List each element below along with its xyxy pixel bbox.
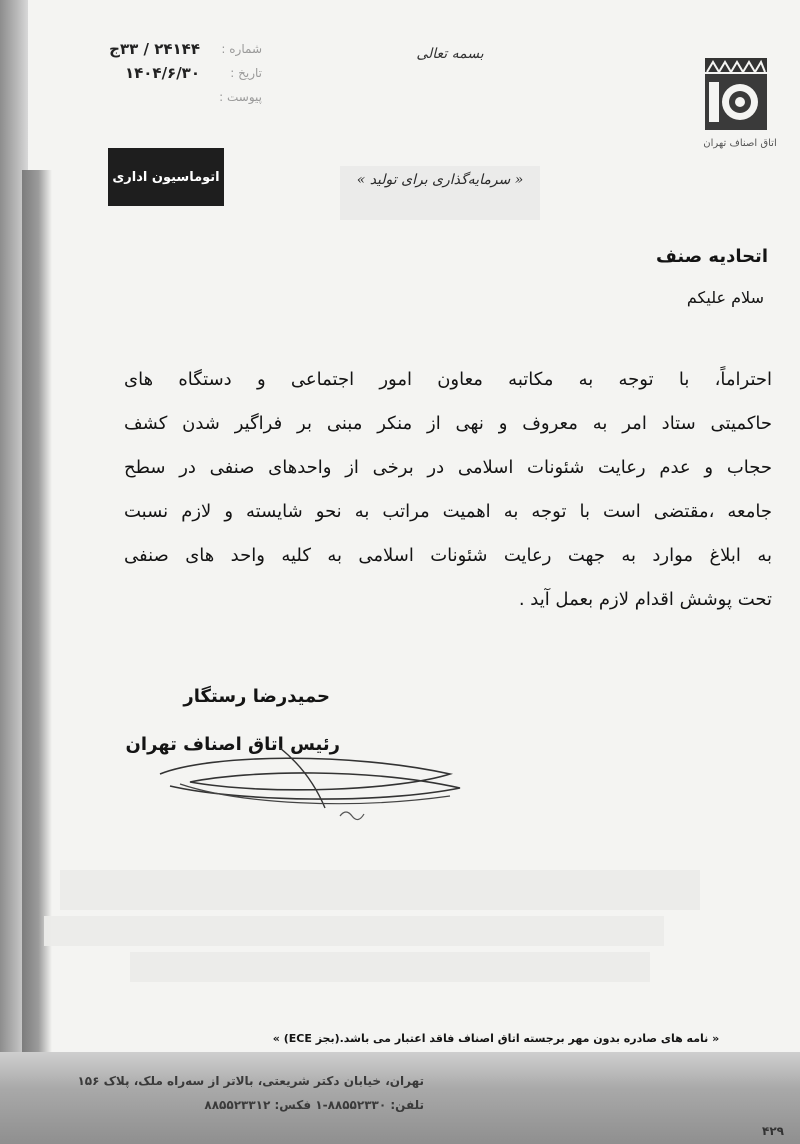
- meta-number-row: [62, 40, 262, 64]
- letter-meta: [62, 40, 262, 112]
- body-line: احتراماً، با توجه به مکاتبه معاون امور اجتماعی و دستگاه های: [124, 369, 772, 390]
- redacted-area: [130, 952, 650, 982]
- attachment-label: پیوست :: [219, 90, 262, 104]
- signatory-name: حمیدرضا رستگار: [183, 686, 330, 707]
- letter-body: [124, 364, 772, 628]
- validity-disclaimer: « نامه های صادره بدون مهر برجسته اتاق اصناف فاقد اعتبار می باشد.(بجز ECE) »: [272, 1032, 720, 1045]
- recipient: اتحادیه صنف: [655, 246, 768, 267]
- body-line: به ابلاغ موارد به جهت رعایت شئونات اسلامی به کلیه واحد های صنفی: [124, 545, 772, 566]
- date-label: تاریخ :: [230, 66, 262, 80]
- logo-caption: اتاق اصناف تهران: [703, 138, 777, 149]
- slogan-text: « سرمایه‌گذاری برای تولید »: [356, 172, 524, 188]
- guild-chamber-logo-icon: [705, 58, 767, 130]
- meta-date-row: [62, 64, 262, 88]
- corner-mark: ۴۲۹: [762, 1124, 784, 1138]
- body-line: تحت پوشش اقدام لازم بعمل آید .: [518, 589, 772, 610]
- body-line: جامعه ،مقتضی است با توجه به اهمیت مراتب به نحو شایسته و لازم نسبت: [124, 501, 772, 522]
- meta-attachment-row: [62, 88, 262, 112]
- redacted-area: [44, 916, 664, 946]
- scan-edge-shadow-inner: [22, 170, 52, 1144]
- greeting: سلام علیکم: [686, 288, 764, 307]
- letter-date: ۱۴۰۴/۶/۳۰: [124, 64, 200, 82]
- footer-phone: تلفن: ۸۸۵۵۲۳۳۰-۱ فکس: ۸۸۵۵۲۳۳۱۲: [204, 1098, 424, 1112]
- letter-number: ۲۴۱۴۴ / ۳۳ج: [109, 40, 200, 58]
- handwritten-signature-icon: [150, 744, 470, 834]
- bismillah-heading: بسمه تعالی: [416, 46, 484, 62]
- slogan-box: [340, 166, 540, 220]
- signatory-title: رئیس اتاق اصناف تهران: [125, 734, 340, 755]
- number-label: شماره :: [221, 42, 262, 56]
- redacted-area: [60, 870, 700, 910]
- body-line: حجاب و عدم رعایت شئونات اسلامی در برخی از واحدهای صنفی در سطح: [124, 457, 772, 478]
- office-automation-badge: اتوماسیون اداری: [108, 148, 224, 206]
- footer-address: تهران، خیابان دکتر شریعتی، بالاتر از سه‌راه ملک، پلاک ۱۵۶: [77, 1074, 424, 1088]
- body-line: حاکمیتی ستاد امر به معروف و نهی از منکر مبنی بر فراگیر شدن کشف: [124, 413, 772, 434]
